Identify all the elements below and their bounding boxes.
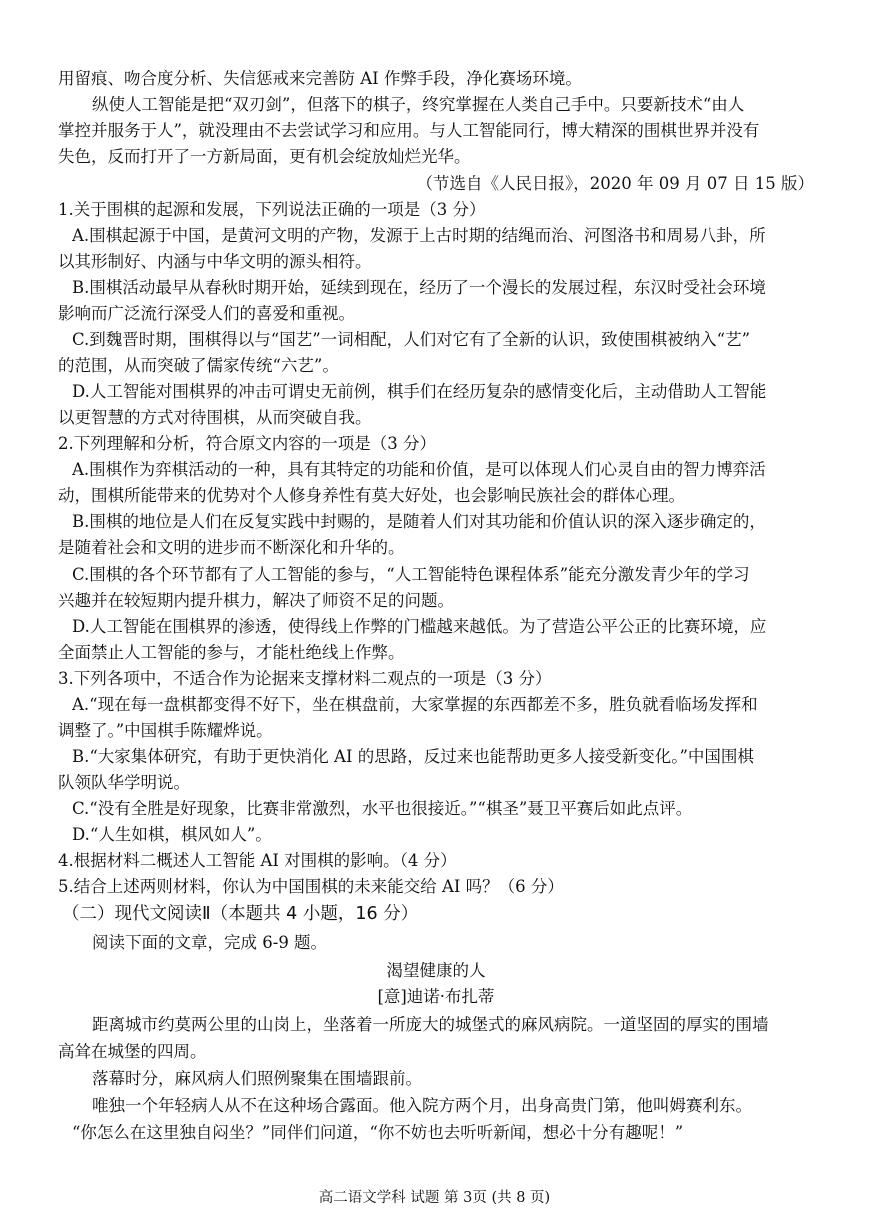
passage-line: 纵使人工智能是把“双刃剑”，但落下的棋子，终究掌握在人类自己手中。只要新技术“由人 [92,95,745,114]
story-paragraph: 唯独一个年轻病人从不在这种场合露面。他入院方两个月，出身高贵门第，他叫姆赛利东。 [92,1096,752,1115]
story-paragraph: 距离城市约莫两公里的山岗上，坐落着一所庞大的城堡式的麻风病院。一道坚固的厚实的围墙 [92,1015,769,1034]
q3-option-a: A.“现在每一盘棋都变得不好下，坐在棋盘前，大家掌握的东西都差不多，胜负就看临场发挥和 [72,695,758,714]
q3-option-b: B.“大家集体研究，有助于更快消化 AI 的思路，反过来也能帮助更多人接受新变化。”中国围棋 [72,747,754,766]
story-author: [意]迪诺·布扎蒂 [377,987,495,1006]
q1-option-b: B.围棋活动最早从春秋时期开始，延续到现在，经历了一个漫长的发展过程，东汉时受社会环境 [72,278,766,297]
q2-option-c-cont: 兴趣并在较短期内提升棋力，解决了师资不足的问题。 [58,591,454,610]
q2-option-a-cont: 动，围棋所能带来的优势对个人修身养性有莫大好处，也会影响民族社会的群体心理。 [58,486,685,505]
q2-option-c: C.围棋的各个环节都有了人工智能的参与，“人工智能特色课程体系”能充分激发青少年的学习 [72,565,750,584]
question-4-stem: 4.根据材料二概述人工智能 AI 对围棋的影响。（4 分） [58,851,457,870]
story-paragraph: 落幕时分，麻风病人们照例聚集在围墙跟前。 [92,1069,422,1088]
passage-line: 失色，反而打开了一方新局面，更有机会绽放灿烂光华。 [58,147,471,166]
q1-option-b-cont: 影响而广泛流行深受人们的喜爱和重视。 [58,304,355,323]
reading-instruction: 阅读下面的文章，完成 6-9 题。 [92,933,328,952]
q1-option-d: D.人工智能对围棋界的冲击可谓史无前例，棋手们在经历复杂的感情变化后，主动借助人工智能 [72,382,767,401]
question-5-stem: 5.结合上述两则材料，你认为中国围棋的未来能交给 AI 吗？（6 分） [58,877,564,896]
source-citation: （节选自《人民日报》，2020 年 09 月 07 日 15 版） [416,174,814,193]
q3-option-b-cont: 队领队华学明说。 [58,773,190,792]
q1-option-c-cont: 的范围，从而突破了儒家传统“六艺”。 [58,356,339,375]
q2-option-d: D.人工智能在围棋界的渗透，使得线上作弊的门槛越来越低。为了营造公平公正的比赛环境，应 [72,617,767,636]
story-title: 渴望健康的人 [386,961,486,980]
q3-option-d: D.“人生如棋，棋风如人”。 [72,825,272,844]
question-3-stem: 3.下列各项中，不适合作为论据来支撑材料二观点的一项是（3 分） [58,669,552,688]
passage-line: 掌控并服务于人”，就没理由不去尝试学习和应用。与人工智能同行，博大精深的围棋世界并没有 [58,121,760,140]
q2-option-b: B.围棋的地位是人们在反复实践中封赐的，是随着人们对其功能和价值认识的深入逐步确定的， [72,512,766,531]
story-paragraph: “你怎么在这里独自闷坐？”同伴们问道，“你不妨也去听听新闻，想必十分有趣呢！” [72,1123,684,1142]
passage-line: 用留痕、吻合度分析、失信惩戒来完善防 AI 作弊手段，净化赛场环境。 [58,69,582,88]
story-paragraph-cont: 高耸在城堡的四周。 [58,1042,207,1061]
q2-option-a: A.围棋作为弈棋活动的一种，具有其特定的功能和价值，是可以体现人们心灵自由的智力博弈活 [72,460,766,479]
question-2-stem: 2.下列理解和分析，符合原文内容的一项是（3 分） [58,434,436,453]
q2-option-d-cont: 全面禁止人工智能的参与，才能杜绝线上作弊。 [58,643,405,662]
question-1-stem: 1.关于围棋的起源和发展，下列说法正确的一项是（3 分） [58,200,486,219]
q2-option-b-cont: 是随着社会和文明的进步而不断深化和升华的。 [58,538,405,557]
q1-option-a: A.围棋起源于中国，是黄河文明的产物，发源于上古时期的结绳而治、河图洛书和周易八卦，所 [72,226,766,245]
q3-option-c: C.“没有全胜是好现象，比赛非常激烈，水平也很接近。”“棋圣”聂卫平赛后如此点评。 [72,799,693,818]
section-title: （二）现代文阅读Ⅱ（本题共 4 小题，16 分） [62,904,419,924]
page-footer: 高二语文学科 试题 第 3页 (共 8 页) [318,1190,551,1206]
q1-option-c: C.到魏晋时期，围棋得以与“国艺”一词相配，人们对它有了全新的认识，致使围棋被纳入“艺” [72,330,751,349]
q3-option-a-cont: 调整了。”中国棋手陈耀烨说。 [58,721,273,740]
q1-option-d-cont: 以更智慧的方式对待围棋，从而突破自我。 [58,408,372,427]
q1-option-a-cont: 以其形制好、内涵与中华文明的源头相符。 [58,252,372,271]
